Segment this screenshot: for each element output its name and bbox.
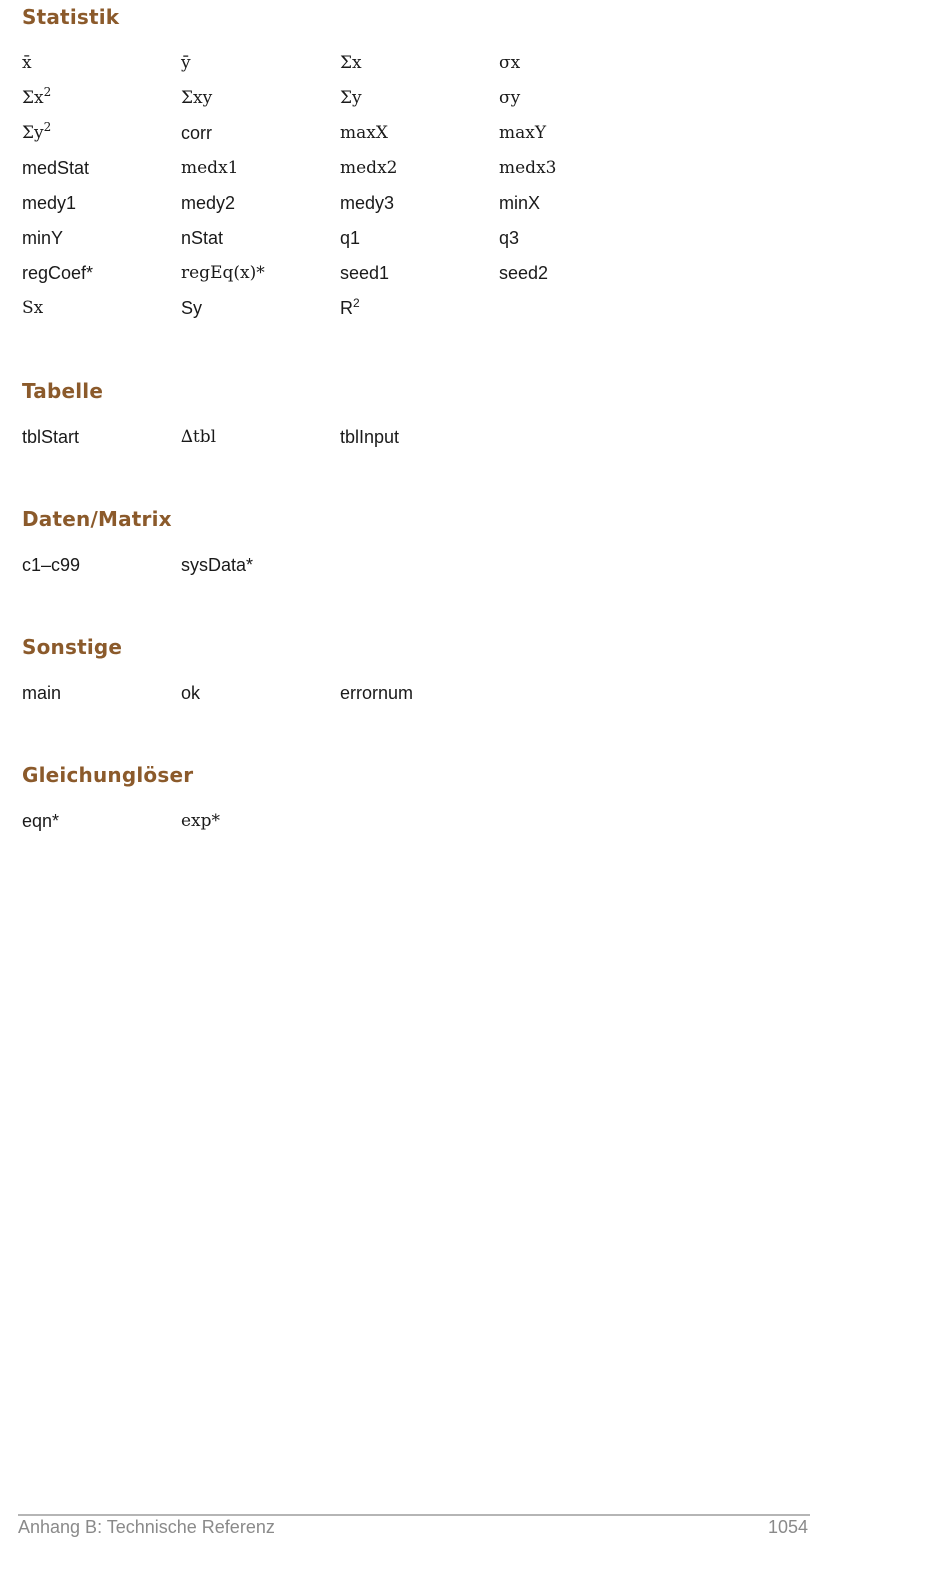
variable-name: errornum	[340, 683, 414, 703]
variable-name: sysData*	[181, 555, 254, 575]
variable-name: $\Sigma y^2$	[22, 120, 52, 143]
variable-name: ok	[181, 683, 201, 703]
variable-name: maxY	[499, 123, 547, 143]
section-heading: Sonstige	[22, 635, 123, 659]
variable-name: medy2	[181, 193, 236, 213]
variable-name: Sx	[22, 298, 44, 318]
variable-name: seed2	[499, 263, 549, 283]
variable-name: medy3	[340, 193, 395, 213]
variable-name: q1	[340, 228, 361, 248]
variable-name: c1–c99	[22, 555, 81, 575]
section-heading: Tabelle	[22, 379, 104, 403]
variable-name: ∆tbl	[181, 427, 217, 447]
section-daten-matrix	[22, 506, 822, 575]
variable-name: nStat	[181, 228, 224, 248]
footer-chapter-label: Anhang B: Technische Referenz	[18, 1517, 275, 1537]
section-gleichunglöser	[22, 762, 822, 831]
section-heading: Statistik	[22, 5, 120, 29]
variable-name: medx3	[499, 158, 557, 178]
variable-name: eqn*	[22, 811, 60, 831]
variable-name: minY	[22, 228, 64, 248]
variable-name: Σxy	[181, 88, 213, 108]
variable-name: $\Sigma x^2$	[22, 85, 52, 108]
footer-divider	[18, 1514, 810, 1516]
variable-name: σy	[499, 88, 521, 108]
section-sonstige	[22, 634, 822, 703]
variable-name: Σy	[340, 88, 362, 108]
variable-name: x̄	[22, 53, 32, 73]
variable-name: seed1	[340, 263, 390, 283]
variable-name: exp*	[181, 811, 221, 831]
variable-name: regCoef*	[22, 263, 94, 283]
section-statistik	[22, 4, 822, 318]
section-heading: Gleichunglöser	[22, 763, 194, 787]
variable-name: medStat	[22, 158, 90, 178]
variable-name: σx	[499, 53, 521, 73]
variable-name: main	[22, 683, 62, 703]
variable-name: maxX	[340, 123, 388, 143]
variable-name: minX	[499, 193, 541, 213]
variable-name: medx2	[340, 158, 398, 178]
variable-name: corr	[181, 123, 212, 143]
variable-name: $R^2$	[340, 296, 360, 318]
variable-name: regEq(x)*	[181, 263, 265, 283]
variable-name: medy1	[22, 193, 77, 213]
variable-name: medx1	[181, 158, 239, 178]
variable-name: Sy	[181, 298, 203, 318]
variable-name: q3	[499, 228, 520, 248]
variable-name: tblStart	[22, 427, 80, 447]
variable-name: Σx	[340, 53, 362, 73]
variable-name: tblInput	[340, 427, 400, 447]
variable-name: ȳ	[181, 53, 191, 73]
footer-page-number: 1054	[767, 1517, 808, 1537]
section-tabelle	[22, 378, 822, 447]
section-heading: Daten/Matrix	[22, 507, 172, 531]
